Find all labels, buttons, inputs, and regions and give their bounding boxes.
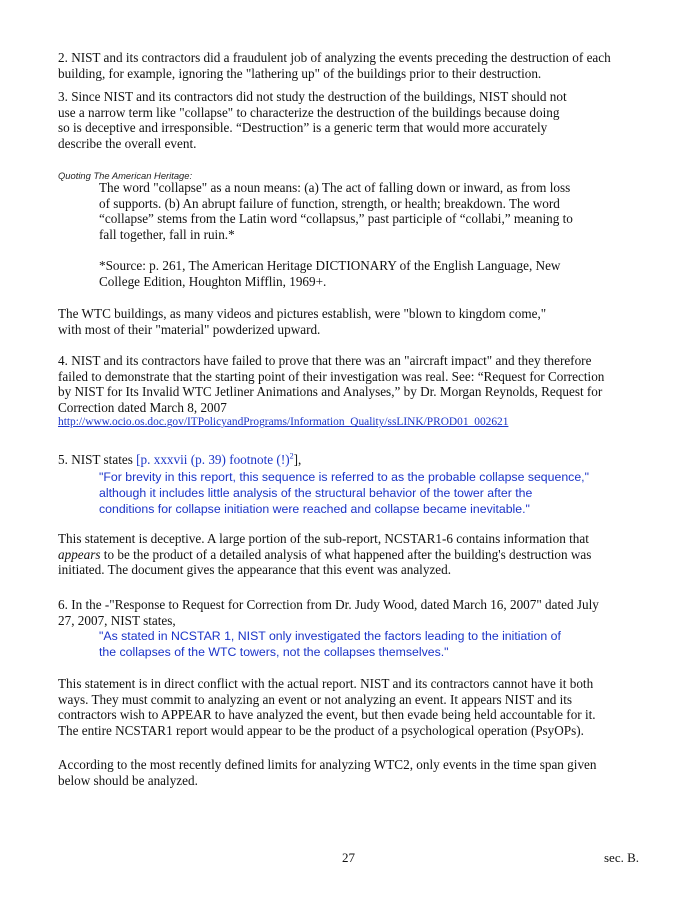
text-line: The entire NCSTAR1 report would appear to be the product of a psychological operation (PsyOPs). [58, 722, 584, 738]
footnote-superscript: 2 [289, 451, 294, 461]
text-line: 27, 2007, NIST states, [58, 612, 176, 628]
paragraph-5-intro [58, 452, 638, 468]
quoting-label: Quoting The American Heritage: [58, 170, 193, 181]
nist-quote-2 [99, 628, 619, 660]
text-line: 3. Since NIST and its contractors did not study the destruction of the buildings, NIST should not [58, 89, 567, 104]
text-line: College Edition, Houghton Mifflin, 1969+. [99, 273, 327, 289]
text-line: Correction dated March 8, 2007 [58, 399, 227, 415]
paragraph-3 [58, 89, 638, 151]
limits-paragraph [58, 757, 638, 788]
line-rest: to be the product of a detailed analysis of what happened after the building's destruction was [100, 546, 592, 562]
text-line: conditions for collapse initiation were reached and collapse became inevitable." [99, 502, 530, 516]
nist-quote-1 [99, 469, 619, 517]
text-line: 4. NIST and its contractors have failed to prove that there was an "aircraft impact" and they therefore [58, 353, 592, 368]
text-line: describe the overall event. [58, 135, 197, 151]
text-line: initiated. The document gives the appearance that this event was analyzed. [58, 562, 452, 578]
text-line: building, for example, ignoring the "lathering up" of the buildings prior to their destruction. [58, 65, 542, 81]
section-label: sec. B. [604, 850, 640, 865]
text-line: 6. In the -"Response to Request for Correction from Dr. Judy Wood, dated March 16, 2007" dated July [58, 597, 599, 612]
text-line: the collapses of the WTC towers, not the collapses themselves." [99, 645, 449, 659]
definition-source [99, 258, 619, 289]
paragraph-2 [58, 50, 638, 81]
text-line: ways. They must commit to analyzing an event or not analyzing an event. It appears NIST and its [58, 691, 573, 707]
text-line: use a narrow term like "collapse" to characterize the destruction of the buildings because doing [58, 104, 560, 120]
conflict-paragraph [58, 676, 638, 738]
text-line: contractors wish to APPEAR to have analyzed the event, but then evade being held accountable for it. [58, 707, 596, 723]
text-line: below should be analyzed. [58, 772, 198, 788]
deceptive-paragraph [58, 531, 638, 578]
footnote-reference [136, 452, 293, 467]
text-line: "For brevity in this report, this sequence is referred to as the probable collapse sequence," [99, 470, 589, 484]
text-line: so is deceptive and irresponsible. “Destruction” is a generic term that would more accurately [58, 120, 548, 136]
text-line: The WTC buildings, as many videos and pictures establish, were "blown to kingdom come," [58, 306, 547, 321]
text-line: fall together, fall in ruin.* [99, 226, 235, 242]
paragraph-6 [58, 597, 638, 628]
text-line: *Source: p. 261, The American Heritage DICTIONARY of the English Language, New [99, 258, 561, 273]
text-line: with most of their "material" powderized upward. [58, 321, 321, 337]
text-line: “collapse” stems from the Latin word “collapsus,” past participle of “collabi,” meaning to [99, 211, 573, 227]
para5-ref-close: ], [293, 452, 302, 467]
footnote-reference-text: [p. xxxvii (p. 39) footnote (!) [136, 452, 290, 467]
text-line: failed to demonstrate that the starting point of their investigation was real. See: “Request for Correction [58, 368, 605, 384]
page-number: 27 [342, 850, 355, 865]
text-line: This statement is deceptive. A large portion of the sub-report, NCSTAR1-6 contains information that [58, 531, 589, 546]
text-line: The word "collapse" as a noun means: (a) The act of falling down or inward, as from loss [99, 180, 571, 195]
text-line [58, 547, 638, 563]
text-line: although it includes little analysis of the structural behavior of the tower after the [99, 486, 533, 500]
text-line: 2. NIST and its contractors did a fraudulent job of analyzing the events preceding the destruction of each [58, 50, 611, 65]
definition-quote [99, 180, 619, 242]
text-line: of supports. (b) An abrupt failure of function, strength, or health; breakdown. The word [99, 195, 560, 211]
para5-prefix: 5. NIST states [58, 452, 137, 467]
text-line: According to the most recently defined limits for analyzing WTC2, only events in the time span given [58, 757, 597, 772]
text-line: "As stated in NCSTAR 1, NIST only investigated the factors leading to the initiation of [99, 629, 561, 643]
text-line: by NIST for Its Invalid WTC Jetliner Animations and Analyses,” by Dr. Morgan Reynolds, Request for [58, 384, 603, 400]
wtc-paragraph [58, 306, 638, 337]
emphasis-appears: appears [58, 546, 101, 562]
text-line [58, 452, 638, 468]
request-for-correction-link[interactable]: http://www.ocio.os.doc.gov/ITPolicyandPrograms/Information_Quality/ssLINK/PROD01_002621 [58, 416, 509, 429]
paragraph-4 [58, 353, 638, 431]
text-line: This statement is in direct conflict with the actual report. NIST and its contractors cannot have it both [58, 676, 594, 691]
